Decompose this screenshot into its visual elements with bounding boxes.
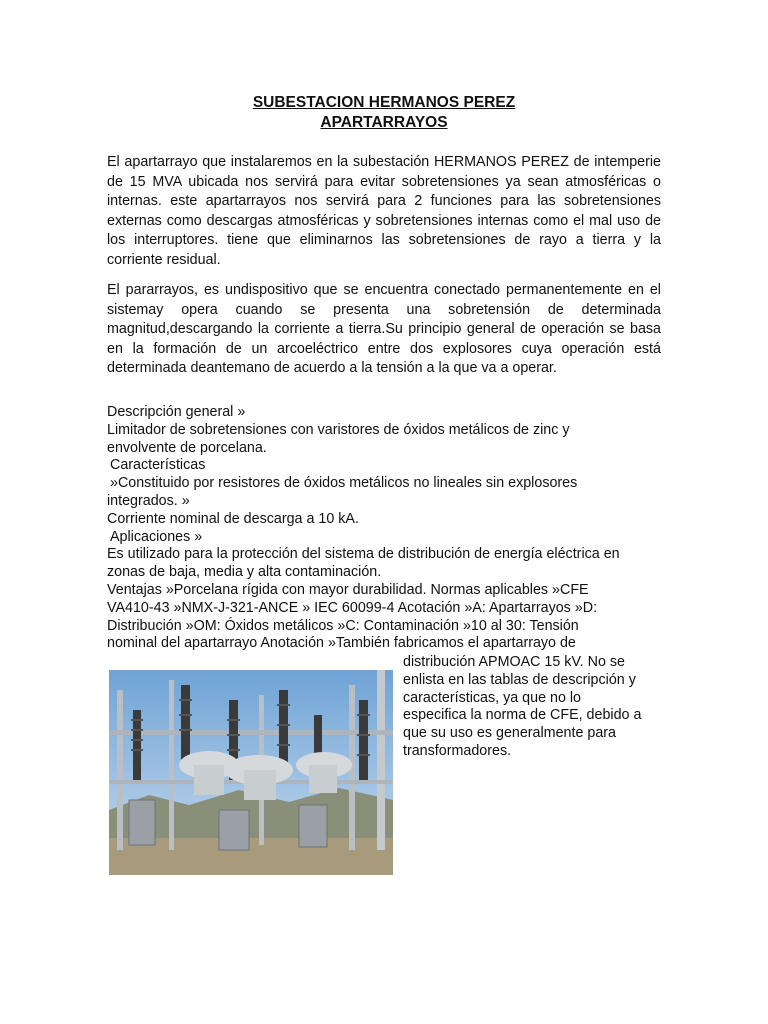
side-line: características, ya que no lo <box>403 689 582 706</box>
side-line: enlista en las tablas de descripción y <box>403 671 636 688</box>
title-line-2: APARTARRAYOS <box>320 114 448 131</box>
specs-block <box>107 404 637 653</box>
spec-line: integrados. » <box>107 492 190 509</box>
spec-line: Es utilizado para la protección del sistema de distribución de energía eléctrica en <box>107 546 620 563</box>
spec-line: zonas de baja, media y alta contaminación. <box>107 564 382 581</box>
spec-line: VA410-43 »NMX-J-321-ANCE » IEC 60099-4 Acotación »A: Apartarrayos »D: <box>107 599 598 616</box>
surge-arrester-illustration <box>109 670 393 875</box>
side-line: distribución APMOAC 15 kV. No se <box>403 654 625 670</box>
paragraph-pararrayos: El pararrayos, es undispositivo que se encuentra conectado permanentemente en el sistemay opera cuando se presenta una sobretensión de determinada magnitud,descargando la corriente a tierra.Su principio general de operación se basa en la formación de un arcoeléctrico entre dos explosores cuya operación está determinada deantemano de acuerdo a la tensión a la que va a operar. <box>107 282 661 377</box>
spec-line: Aplicaciones » <box>110 528 203 545</box>
side-line: que su uso es generalmente para <box>403 725 617 742</box>
title-line-1: SUBESTACION HERMANOS PEREZ <box>252 94 516 111</box>
spec-line: »Constituido por resistores de óxidos metálicos no lineales sin explosores <box>110 475 578 492</box>
spec-line: envolvente de porcelana. <box>107 439 267 456</box>
paragraph-intro: El apartarrayo que instalaremos en la subestación HERMANOS PEREZ de intemperie de 15 MVA ubicada nos servirá para evitar sobretensiones ya sean atmosféricas o internas. este apartarrayos nos servirá para 2 funciones para las sobretensiones externas como descargas atmosféricas y sobretensiones internas como el mal uso de los interruptores. tiene que eliminarnos las sobretensiones de rayo a tierra y la corriente residual. <box>107 154 661 268</box>
side-line: transformadores. <box>403 742 512 759</box>
substation-photo <box>109 670 393 875</box>
side-line: especifica la norma de CFE, debido a <box>403 707 642 724</box>
spec-line: Descripción general » <box>107 404 246 420</box>
side-text-block <box>403 654 665 761</box>
spec-line: nominal del apartarrayo Anotación »También fabricamos el apartarrayo de <box>107 635 576 652</box>
spec-line: Corriente nominal de descarga a 10 kA. <box>107 510 359 527</box>
spec-line: Distribución »OM: Óxidos metálicos »C: Contaminación »10 al 30: Tensión <box>107 617 579 634</box>
spec-line: Características <box>110 457 206 474</box>
spec-line: Limitador de sobretensiones con varistores de óxidos metálicos de zinc y <box>107 421 570 438</box>
document-title <box>107 93 661 133</box>
spec-line: Ventajas »Porcelana rígida con mayor durabilidad. Normas aplicables »CFE <box>107 581 589 598</box>
